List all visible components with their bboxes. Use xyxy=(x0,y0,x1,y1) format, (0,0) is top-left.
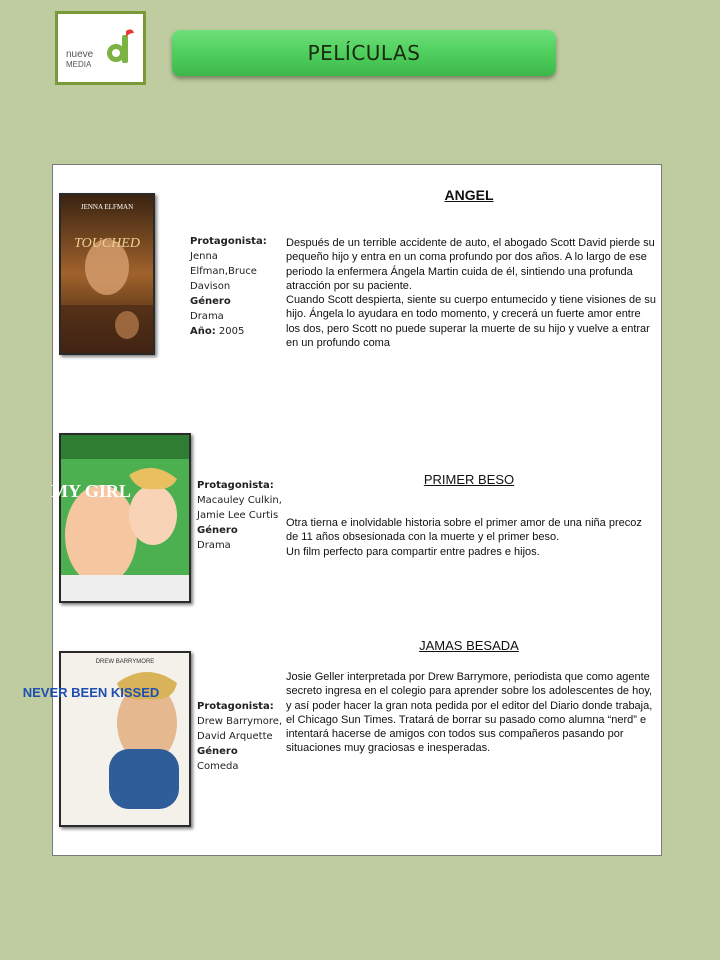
movie-description-jamas-besada xyxy=(286,670,656,756)
genre-value: Comeda xyxy=(197,761,239,772)
movie-title-angel: ANGEL xyxy=(444,187,494,203)
description-paragraph: Después de un terrible accidente de auto, el abogado Scott David pierde su pequeño hijo y entra en un coma profundo por dos años. A lo largo de ese periodo la enfermera Ángela Martin cuida de él, sintiendo una profunda atracción por su paciente. xyxy=(286,237,655,292)
movie-info-angel xyxy=(190,234,285,339)
page-title-banner xyxy=(172,30,556,76)
svg-text:NEVER BEEN KISSED: NEVER BEEN KISSED xyxy=(22,685,160,700)
logo-text-line1: nueve xyxy=(66,49,94,60)
logo-text-line2: MEDIA xyxy=(66,60,92,69)
poster-my-girl-image xyxy=(51,435,189,601)
movie-title-jamas-besada: JAMAS BESADA xyxy=(419,638,519,653)
svg-text:JENNA ELFMAN: JENNA ELFMAN xyxy=(80,203,134,211)
protagonist-label: Protagonista: xyxy=(190,236,267,247)
movie-description-angel xyxy=(286,236,656,350)
genre-label: Género xyxy=(190,296,231,307)
genre-value: Drama xyxy=(190,311,224,322)
movie-title-primer-beso: PRIMER BESO xyxy=(423,472,515,487)
movie-poster-never-been-kissed[interactable] xyxy=(22,651,191,827)
year-value: 2005 xyxy=(218,326,245,337)
protagonist-label: Protagonista: xyxy=(197,480,274,491)
logo-mark-icon xyxy=(104,27,136,67)
movie-info-primer-beso xyxy=(197,478,287,553)
svg-text:MY GIRL: MY GIRL xyxy=(51,481,131,501)
movie-description-primer-beso xyxy=(286,516,656,559)
poster-touched-image xyxy=(61,195,153,353)
nueve-media-logo[interactable] xyxy=(55,11,146,85)
description-paragraph: Josie Geller interpretada por Drew Barrymore, periodista que como agente secreto ingresa en el colegio para aprender sobre los adolescentes de hoy, y así poder hacer la gran nota pedida por el editor del Diario donde trabaja, el Chicago Sun Times. Tratará de borrar su pasado como alumna “nerd” e intentará hacerse de amigos con todos sus compañeros pasando por situaciones muy graciosas e inesperadas. xyxy=(286,671,653,755)
movie-poster-my-girl[interactable] xyxy=(51,433,191,603)
svg-text:DREW BARRYMORE: DREW BARRYMORE xyxy=(95,659,155,665)
movie-poster-touched[interactable] xyxy=(59,193,155,355)
year-label: Año: xyxy=(190,326,216,337)
movies-panel xyxy=(22,164,662,856)
protagonist-label: Protagonista: xyxy=(197,701,274,712)
genre-label: Género xyxy=(197,525,238,536)
genre-label: Género xyxy=(197,746,238,757)
description-paragraph: Un film perfecto para compartir entre padres e hijos. xyxy=(286,545,540,558)
description-paragraph: Cuando Scott despierta, siente su cuerpo entumecido y tiene visiones de su hijo. Ángela lo ayudara en todo momento, y crecerá un fuerte amor entre los dos, pero Scott no puede superar la muerte de su hijo y vuelve a entrar en un profundo coma xyxy=(286,294,656,350)
genre-value: Drama xyxy=(197,540,231,551)
page-title: PELÍCULAS xyxy=(307,41,421,65)
protagonist-value: Macauley Culkin, Jamie Lee Curtis xyxy=(197,495,282,521)
svg-text:TOUCHED: TOUCHED xyxy=(74,236,140,251)
protagonist-value: Drew Barrymore, David Arquette xyxy=(197,716,283,742)
description-paragraph: Otra tierna e inolvidable historia sobre el primer amor de una niña precoz de 11 años obsesionada con la muerte y el primer beso. xyxy=(286,517,642,544)
movie-info-jamas-besada xyxy=(197,699,289,774)
logo-text xyxy=(66,50,93,70)
protagonist-value: Jenna Elfman,Bruce Davison xyxy=(190,251,257,292)
poster-never-been-kissed-image xyxy=(22,653,189,825)
